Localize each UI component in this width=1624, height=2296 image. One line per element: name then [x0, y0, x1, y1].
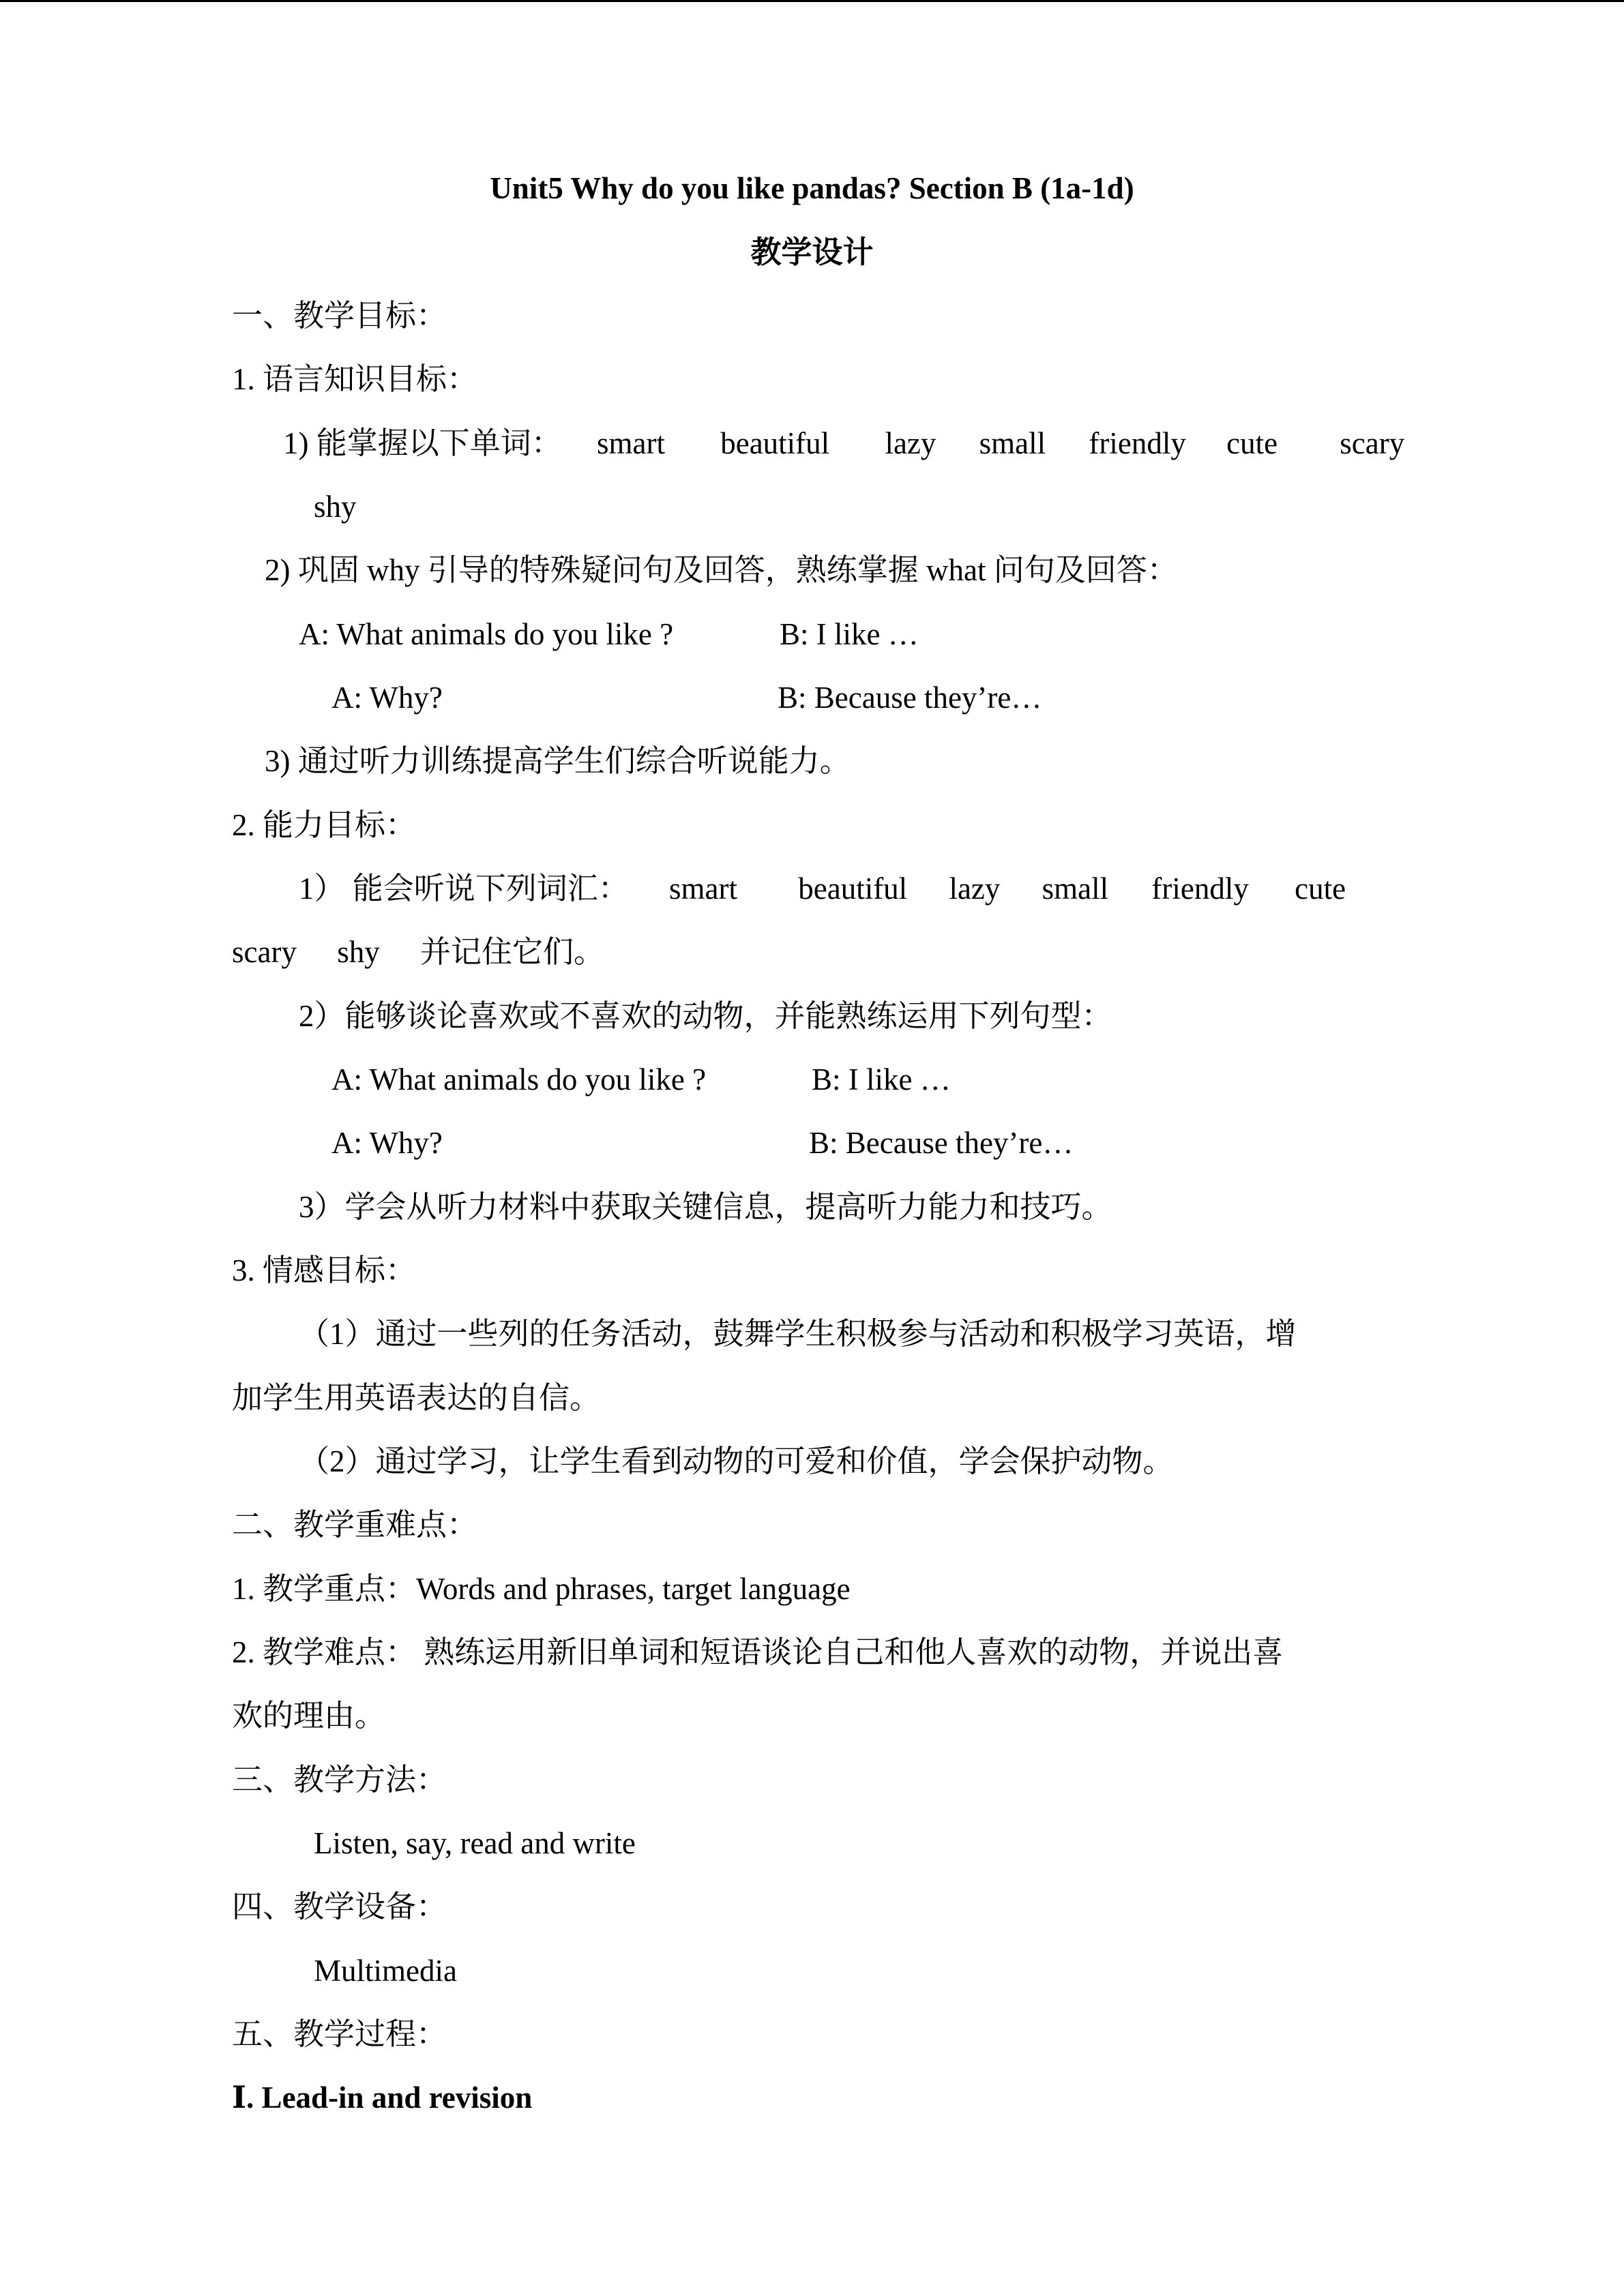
subheading-language-knowledge: 1. 语言知识目标：: [232, 362, 478, 396]
section-heading-equipment: 四、教学设备：: [232, 1890, 447, 1924]
procedure-step-1: Ⅰ. Lead-in and revision: [232, 2081, 533, 2115]
dialogue-question: A: What animals do you like ?: [331, 1062, 707, 1097]
vocab-word: beautiful: [720, 426, 830, 460]
section-heading-procedure: 五、教学过程：: [232, 2017, 447, 2051]
dialogue-question: A: What animals do you like ?: [299, 617, 674, 651]
document-title: Unit5 Why do you like pandas? Section B (1a-1d): [490, 171, 1134, 205]
vocab-word: smart: [669, 871, 737, 906]
vocab-word: cute: [1295, 871, 1346, 906]
vocabulary-line-continued: [232, 931, 604, 972]
objective-item-1: （1）通过一些列的任务活动，鼓舞学生积极参与活动和积极学习英语，增: [299, 1317, 1297, 1351]
dialogue-question: A: Why?: [331, 681, 443, 715]
dialogue-answer: B: Because they’re…: [809, 1126, 1074, 1160]
vocab-word: friendly: [1151, 871, 1249, 906]
item-prefix: 1) 能掌握以下单词：: [283, 426, 562, 460]
objective-item-2: （2）通过学习，让学生看到动物的可爱和价值，学会保护动物。: [299, 1444, 1174, 1478]
section-heading-key-points: 二、教学重难点：: [232, 1508, 478, 1542]
vocab-word: cute: [1226, 426, 1278, 460]
dialogue-answer: B: I like …: [780, 617, 919, 651]
methods-content: Listen, say, read and write: [314, 1826, 636, 1860]
equipment-content: Multimedia: [314, 1954, 457, 1988]
vocab-word: scary: [1340, 426, 1405, 460]
section-heading-objectives: 一、教学目标：: [232, 299, 447, 333]
document-subtitle: 教学设计: [750, 235, 874, 269]
subheading-affective: 3. 情感目标：: [232, 1253, 417, 1287]
vocabulary-line: [283, 423, 1404, 464]
subheading-ability: 2. 能力目标：: [232, 808, 417, 842]
objective-item-3: 3) 通过听力训练提高学生们综合听说能力。: [265, 744, 851, 778]
objective-item-2: 2) 巩固 why 引导的特殊疑问句及回答，熟练掌握 what 问句及回答：: [265, 553, 1178, 587]
vocab-word: small: [1042, 871, 1109, 906]
vocab-word: small: [979, 426, 1046, 460]
vocab-word-continued: shy: [314, 490, 357, 524]
item-prefix: 1） 能会听说下列词汇：: [299, 871, 629, 906]
vocab-word: friendly: [1089, 426, 1186, 460]
vocab-word: lazy: [885, 426, 936, 460]
key-point-paragraph: 1. 教学重点：Words and phrases, target language: [232, 1572, 851, 1606]
vocab-word: lazy: [949, 871, 1001, 906]
vocab-word: shy: [337, 935, 380, 969]
vocab-word: smart: [597, 426, 665, 460]
objective-item-1-continued: 加学生用英语表达的自信。: [232, 1381, 601, 1415]
objective-item-3: 3）学会从听力材料中获取关键信息，提高听力能力和技巧。: [299, 1190, 1112, 1224]
section-heading-methods: 三、教学方法：: [232, 1763, 447, 1797]
vocabulary-line: [299, 868, 1346, 909]
objective-item-2: 2）能够谈论喜欢或不喜欢的动物，并能熟练运用下列句型：: [299, 999, 1112, 1033]
vocab-word: beautiful: [798, 871, 908, 906]
dialogue-answer: B: Because they’re…: [778, 681, 1042, 715]
dialogue-answer: B: I like …: [812, 1062, 951, 1097]
vocab-suffix: 并记住它们。: [419, 935, 604, 969]
difficult-point-continued: 欢的理由。: [232, 1699, 386, 1733]
difficult-point-paragraph: 2. 教学难点： 熟练运用新旧单词和短语谈论自己和他人喜欢的动物，并说出喜: [232, 1635, 1284, 1669]
vocab-word: scary: [232, 935, 297, 969]
dialogue-question: A: Why?: [331, 1126, 443, 1160]
